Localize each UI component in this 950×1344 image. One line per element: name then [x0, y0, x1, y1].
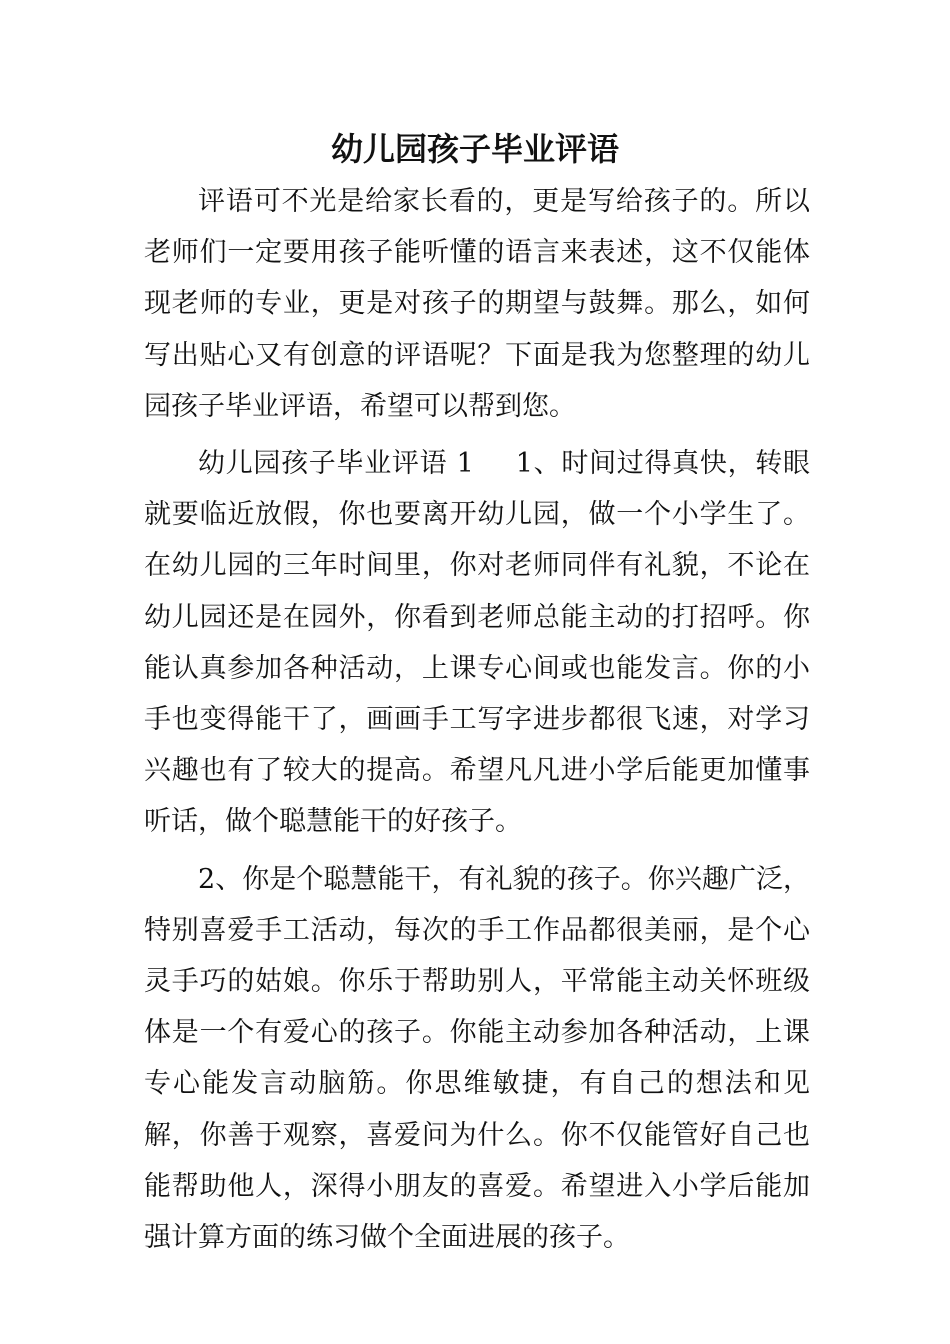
intro-paragraph: 评语可不光是给家长看的，更是写给孩子的。所以老师们一定要用孩子能听懂的语言来表述，这不仅能体现老师的专业，更是对孩子的期望与鼓舞。那么，如何写出贴心又有创意的评语呢？下面是我为您整理的幼儿园孩子毕业评语，希望可以帮到您。 — [144, 186, 810, 422]
comment-paragraph-1 — [144, 438, 810, 848]
comment-item-1: 1、时间过得真快，转眼就要临近放假，你也要离开幼儿园，做一个小学生了。在幼儿园的三年时间里，你对老师同伴有礼貌，不论在幼儿园还是在园外，你看到老师总能主动的打招呼。你能认真参加各种活动，上课专心间或也能发言。你的小手也变得能干了，画画手工写字进步都很飞速，对学习兴趣也有了较大的提高。希望凡凡进小学后能更加懂事听话，做个聪慧能干的好孩子。 — [144, 448, 810, 838]
comment-paragraph-2: 2、你是个聪慧能干，有礼貌的孩子。你兴趣广泛，特别喜爱手工活动，每次的手工作品都很美丽，是个心灵手巧的姑娘。你乐于帮助别人，平常能主动关怀班级体是一个有爱心的孩子。你能主动参加各种活动，上课专心能发言动脑筋。你思维敏捷，有自己的想法和见解，你善于观察，喜爱问为什么。你不仅能管好自己也能帮助他人，深得小朋友的喜爱。希望进入小学后能加强计算方面的练习做个全面进展的孩子。 — [144, 863, 810, 1254]
document-body — [144, 176, 810, 1263]
document-title: 幼儿园孩子毕业评语 — [330, 130, 619, 168]
section-heading: 幼儿园孩子毕业评语 1 — [198, 448, 474, 480]
